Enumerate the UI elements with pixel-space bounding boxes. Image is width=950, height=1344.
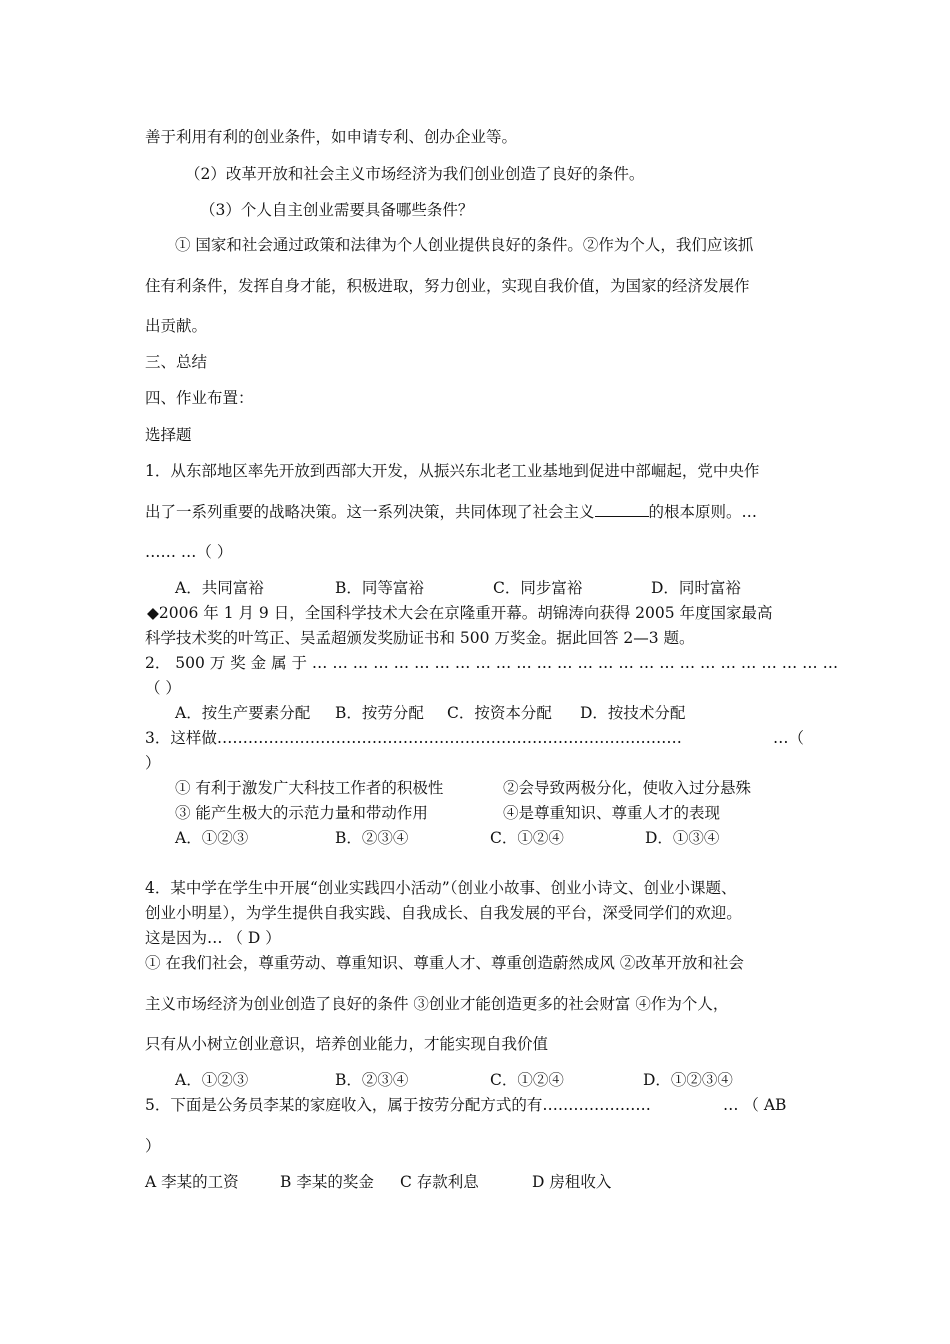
answer-bracket: …（: [773, 729, 805, 747]
option-a: A 李某的工资: [145, 1173, 239, 1191]
option-d: D 房租收入: [532, 1173, 612, 1191]
statement-4: ④是尊重知识、尊重人才的表现: [503, 804, 721, 822]
statement-1: ① 有利于激发广大科技工作者的积极性: [175, 779, 444, 797]
option-c: C．①②④: [490, 1071, 564, 1089]
option-b: B．②③④: [335, 1071, 409, 1089]
option-d: D．①②③④: [643, 1071, 733, 1089]
question-text: 2． 500 万 奖 金 属 于 … … … … … … … … … … … … … … … … … … … … … … … … … …: [145, 654, 839, 672]
statement-3: ③ 能产生极大的示范力量和带动作用: [175, 804, 428, 822]
paragraph-text: ① 国家和社会通过政策和法律为个人创业提供良好的条件。②作为个人，我们应该抓: [175, 236, 754, 254]
question-text: 3．这样做………………………………………………………………………………: [145, 729, 682, 747]
question-text: 创业小明星），为学生提供自我实践、自我成长、自我发展的平台，深受同学们的欢迎。: [145, 904, 742, 922]
material-text: 科学技术奖的叶笃正、吴孟超颁发奖励证书和 500 万奖金。据此回答 2—3 题。: [145, 629, 695, 647]
option-a: A．共同富裕: [175, 579, 264, 597]
question-text-part: 出了一系列重要的战略决策。这一系列决策，共同体现了社会主义: [145, 503, 595, 521]
question-text: 5．下面是公务员李某的家庭收入，属于按劳分配方式的有…………………: [145, 1096, 651, 1114]
paragraph-text: 出贡献。: [145, 317, 208, 335]
question-text-part: 的根本原则。…: [648, 503, 758, 521]
option-c: C 存款利息: [400, 1173, 479, 1191]
paragraph-text: 善于利用有利的创业条件，如申请专利、创办企业等。: [145, 128, 518, 146]
option-d: D．按技术分配: [580, 704, 686, 722]
section-heading: 三、总结: [145, 353, 208, 371]
option-c: C．同步富裕: [493, 579, 583, 597]
statement-text: ① 在我们社会，尊重劳动、尊重知识、尊重人才、尊重创造蔚然成风 ②改革开放和社会: [145, 954, 744, 972]
answer-bracket: … （ AB: [723, 1096, 787, 1114]
option-d: D．同时富裕: [651, 579, 741, 597]
option-b: B．按劳分配: [335, 704, 424, 722]
option-a: A．①②③: [175, 829, 249, 847]
statement-2: ②会导致两极分化，使收入过分悬殊: [503, 779, 752, 797]
statement-text: 只有从小树立创业意识，培养创业能力，才能实现自我价值: [145, 1035, 549, 1053]
question-text: [145, 502, 757, 522]
option-b: B．同等富裕: [335, 579, 424, 597]
option-c: C．按资本分配: [447, 704, 552, 722]
option-a: A．①②③: [175, 1071, 249, 1089]
question-text: …… …（ ）: [145, 543, 233, 561]
question-text: 1．从东部地区率先开放到西部大开发，从振兴东北老工业基地到促进中部崛起，党中央作: [145, 462, 760, 480]
answer-bracket: （ ）: [145, 679, 181, 697]
subsection-heading: 选择题: [145, 426, 192, 444]
option-c: C．①②④: [490, 829, 564, 847]
paragraph-text: （2）改革开放和社会主义市场经济为我们创业创造了良好的条件。: [185, 165, 645, 183]
question-text: 4．某中学在学生中开展“创业实践四小活动”（创业小故事、创业小诗文、创业小课题、: [145, 879, 737, 897]
option-a: A．按生产要素分配: [175, 704, 311, 722]
fill-blank: [595, 502, 649, 517]
answer-bracket: ）: [145, 754, 161, 772]
option-d: D．①③④: [645, 829, 720, 847]
section-heading: 四、作业布置：: [145, 389, 254, 407]
question-heading: （3）个人自主创业需要具备哪些条件？: [200, 201, 474, 219]
material-text: ◆2006 年 1 月 9 日，全国科学技术大会在京隆重开幕。胡锦涛向获得 2005 年度国家最高: [147, 604, 773, 622]
paragraph-text: 住有利条件，发挥自身才能，积极进取，努力创业，实现自我价值，为国家的经济发展作: [145, 277, 750, 295]
option-b: B 李某的奖金: [280, 1173, 374, 1191]
option-b: B．②③④: [335, 829, 409, 847]
statement-text: 主义市场经济为创业创造了良好的条件 ③创业才能创造更多的社会财富 ④作为个人，: [145, 995, 729, 1013]
question-text: 这是因为… （ D ）: [145, 929, 281, 947]
answer-bracket: ）: [145, 1137, 161, 1155]
